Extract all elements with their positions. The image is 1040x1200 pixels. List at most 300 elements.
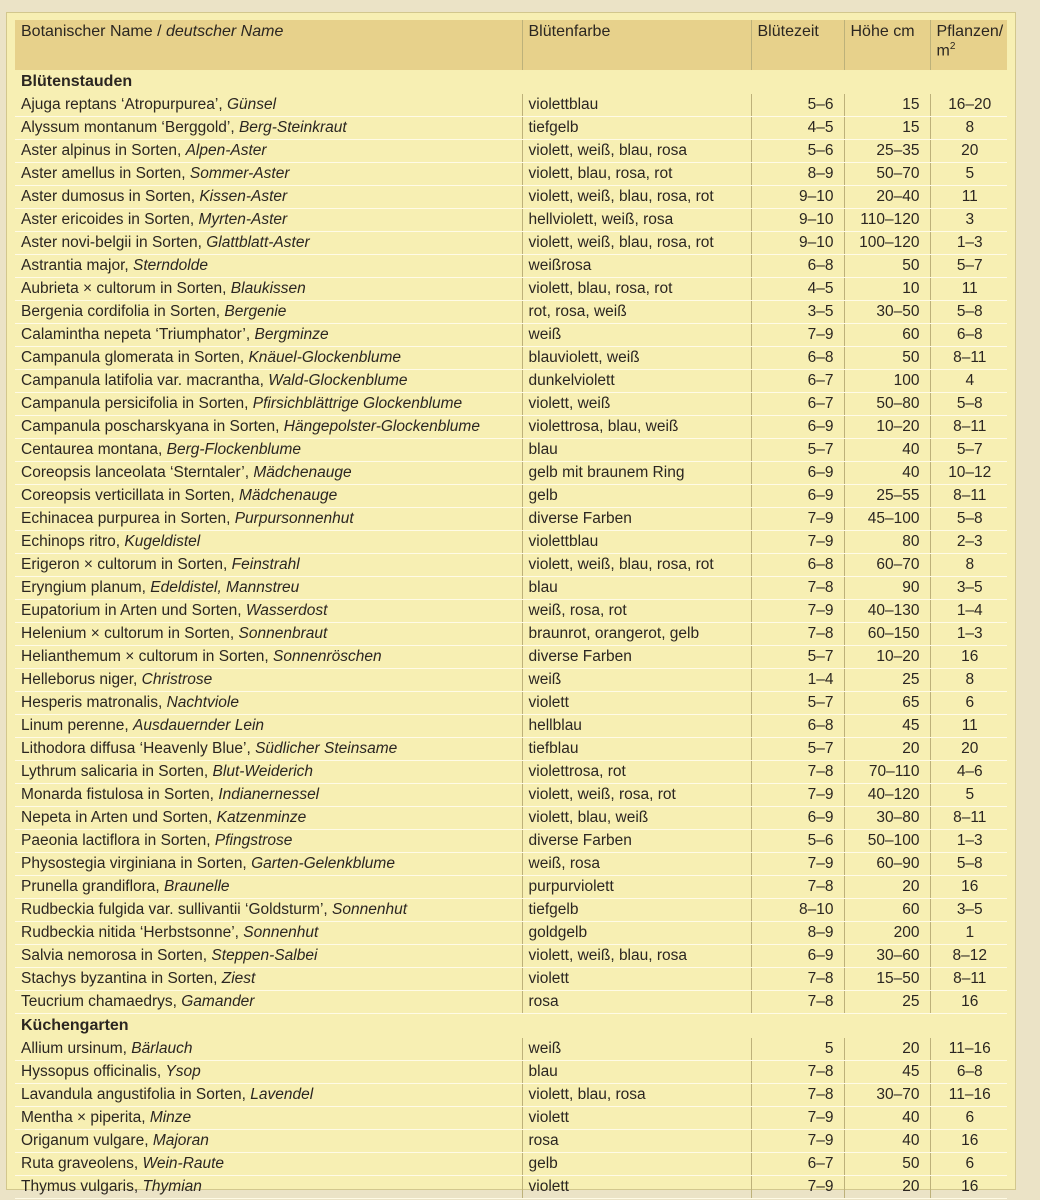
cell-bloom-time: 6–8 [751,715,844,738]
german-name: Lavendel [250,1086,314,1103]
cell-bloom-time: 5–7 [751,646,844,669]
cell-height: 90 [844,577,930,600]
botanical-name: Aster amellus in Sorten, [21,165,186,182]
cell-color: violett, weiß, rosa, rot [522,784,751,807]
cell-name [15,945,522,968]
german-name: Wein-Raute [142,1155,225,1172]
german-name: Sonnenhut [243,924,319,941]
header-color: Blütenfarbe [522,20,751,70]
cell-bloom-time: 5 [751,1038,844,1061]
table-row [15,209,1007,232]
cell-name [15,1153,522,1176]
cell-height: 40 [844,439,930,462]
cell-name [15,830,522,853]
cell-color: violett, weiß, blau, rosa [522,945,751,968]
cell-name [15,669,522,692]
cell-color: braunrot, orangerot, gelb [522,623,751,646]
cell-plants-per-m2: 1–3 [930,830,1007,853]
cell-height: 80 [844,531,930,554]
german-name: Braunelle [164,878,230,895]
table-row [15,807,1007,830]
table-row [15,163,1007,186]
header-name-botanical: Botanischer Name / [21,23,162,40]
table-row [15,347,1007,370]
cell-height: 200 [844,922,930,945]
cell-color: violettrosa, blau, weiß [522,416,751,439]
botanical-name: Aster dumosus in Sorten, [21,188,196,205]
cell-color: blau [522,577,751,600]
table-body [15,70,1007,1199]
cell-name [15,554,522,577]
german-name: Bergenie [224,303,287,320]
cell-color: gelb [522,1153,751,1176]
table-row [15,945,1007,968]
table-row [15,669,1007,692]
cell-plants-per-m2: 11 [930,278,1007,301]
botanical-name: Centaurea montana, [21,441,163,458]
cell-name [15,462,522,485]
table-row [15,508,1007,531]
german-name: Günsel [226,96,277,113]
cell-color: violett, blau, rosa, rot [522,278,751,301]
botanical-name: Campanula glomerata in Sorten, [21,349,245,366]
german-name: Wasserdost [245,602,328,619]
table-row [15,1038,1007,1061]
botanical-name: Origanum vulgare, [21,1132,149,1149]
cell-color: violettblau [522,531,751,554]
cell-name [15,784,522,807]
table-row [15,186,1007,209]
botanical-name: Astrantia major, [21,257,129,274]
cell-height: 40–120 [844,784,930,807]
cell-bloom-time: 6–9 [751,807,844,830]
cell-color: rot, rosa, weiß [522,301,751,324]
cell-height: 65 [844,692,930,715]
cell-color: weiß [522,669,751,692]
table-row [15,1176,1007,1199]
botanical-name: Campanula poscharskyana in Sorten, [21,418,280,435]
cell-name [15,439,522,462]
table-row [15,232,1007,255]
cell-bloom-time: 3–5 [751,301,844,324]
cell-plants-per-m2: 16 [930,1130,1007,1153]
table-row [15,968,1007,991]
cell-name [15,1176,522,1199]
cell-bloom-time: 4–5 [751,278,844,301]
botanical-name: Alyssum montanum ‘Berggold’, [21,119,235,136]
table-row [15,462,1007,485]
cell-height: 10 [844,278,930,301]
table-row [15,623,1007,646]
table-row [15,1153,1007,1176]
cell-name [15,623,522,646]
cell-plants-per-m2: 11–16 [930,1038,1007,1061]
cell-bloom-time: 7–9 [751,324,844,347]
cell-height: 60–70 [844,554,930,577]
cell-bloom-time: 5–6 [751,830,844,853]
cell-height: 50–70 [844,163,930,186]
table-row [15,991,1007,1014]
cell-color: gelb [522,485,751,508]
header-time: Blütezeit [751,20,844,70]
cell-plants-per-m2: 20 [930,140,1007,163]
cell-plants-per-m2: 5–7 [930,439,1007,462]
cell-plants-per-m2: 6 [930,1153,1007,1176]
cell-plants-per-m2: 6 [930,692,1007,715]
header-plants-unit-sup: 2 [949,41,956,53]
cell-bloom-time: 6–9 [751,416,844,439]
cell-color: violett, weiß [522,393,751,416]
table-row [15,1130,1007,1153]
cell-bloom-time: 7–8 [751,991,844,1014]
cell-height: 50 [844,255,930,278]
botanical-name: Helenium × cultorum in Sorten, [21,625,235,642]
botanical-name: Coreopsis lanceolata ‘Sterntaler’, [21,464,250,481]
cell-height: 45–100 [844,508,930,531]
cell-name [15,600,522,623]
cell-height: 10–20 [844,416,930,439]
german-name: Alpen-Aster [185,142,267,159]
botanical-name: Ruta graveolens, [21,1155,139,1172]
table-row [15,899,1007,922]
cell-bloom-time: 7–8 [751,577,844,600]
german-name: Kugeldistel [124,533,201,550]
cell-plants-per-m2: 2–3 [930,531,1007,554]
cell-color: violett, weiß, blau, rosa, rot [522,554,751,577]
botanical-name: Campanula persicifolia in Sorten, [21,395,249,412]
cell-color: violett [522,968,751,991]
table-row [15,830,1007,853]
cell-plants-per-m2: 1–4 [930,600,1007,623]
botanical-name: Rudbeckia nitida ‘Herbstsonne’, [21,924,239,941]
botanical-name: Hesperis matronalis, [21,694,163,711]
cell-name [15,255,522,278]
cell-plants-per-m2: 3–5 [930,899,1007,922]
cell-color: weiß, rosa, rot [522,600,751,623]
german-name: Indianernessel [218,786,320,803]
botanical-name: Aster novi-belgii in Sorten, [21,234,202,251]
cell-name [15,577,522,600]
cell-name [15,485,522,508]
german-name: Ziest [221,970,256,987]
cell-height: 60–150 [844,623,930,646]
cell-color: weiß, rosa [522,853,751,876]
cell-name [15,278,522,301]
german-name: Sonnenröschen [273,648,382,665]
cell-plants-per-m2: 8 [930,554,1007,577]
table-row [15,485,1007,508]
cell-plants-per-m2: 3–5 [930,577,1007,600]
cell-bloom-time: 9–10 [751,232,844,255]
cell-color: tiefgelb [522,899,751,922]
plant-table [15,20,1007,1199]
botanical-name: Mentha × piperita, [21,1109,146,1126]
german-name: Sommer-Aster [189,165,290,182]
german-name: Wald-Glockenblume [268,372,408,389]
cell-color: blauviolett, weiß [522,347,751,370]
table-row [15,370,1007,393]
german-name: Pfingstrose [214,832,293,849]
german-name: Majoran [152,1132,209,1149]
cell-height: 15–50 [844,968,930,991]
cell-height: 40 [844,1130,930,1153]
botanical-name: Eupatorium in Arten und Sorten, [21,602,242,619]
cell-name [15,209,522,232]
table-row [15,922,1007,945]
cell-color: diverse Farben [522,830,751,853]
cell-bloom-time: 6–9 [751,462,844,485]
cell-name [15,922,522,945]
cell-color: diverse Farben [522,508,751,531]
cell-plants-per-m2: 16 [930,876,1007,899]
cell-color: goldgelb [522,922,751,945]
cell-color: dunkelviolett [522,370,751,393]
german-name: Purpursonnenhut [234,510,354,527]
botanical-name: Allium ursinum, [21,1040,127,1057]
botanical-name: Lythrum salicaria in Sorten, [21,763,209,780]
cell-height: 50 [844,347,930,370]
cell-name [15,508,522,531]
botanical-name: Calamintha nepeta ‘Triumphator’, [21,326,251,343]
cell-color: weißrosa [522,255,751,278]
cell-color: violettrosa, rot [522,761,751,784]
table-row [15,117,1007,140]
cell-color: diverse Farben [522,646,751,669]
cell-plants-per-m2: 11 [930,715,1007,738]
cell-height: 45 [844,715,930,738]
botanical-name: Erigeron × cultorum in Sorten, [21,556,228,573]
cell-color: blau [522,439,751,462]
cell-color: tiefgelb [522,117,751,140]
cell-name [15,393,522,416]
cell-height: 60 [844,324,930,347]
cell-plants-per-m2: 4–6 [930,761,1007,784]
section-title: Blütenstauden [21,73,133,90]
cell-name [15,853,522,876]
table-row [15,853,1007,876]
german-name: Christrose [141,671,213,688]
cell-plants-per-m2: 5–8 [930,508,1007,531]
botanical-name: Thymus vulgaris, [21,1178,139,1195]
cell-name [15,416,522,439]
cell-plants-per-m2: 8–11 [930,485,1007,508]
german-name: Südlicher Steinsame [255,740,398,757]
table-row [15,1084,1007,1107]
cell-bloom-time: 5–7 [751,439,844,462]
cell-color: violett, weiß, blau, rosa, rot [522,232,751,255]
cell-height: 30–60 [844,945,930,968]
cell-name [15,807,522,830]
cell-plants-per-m2: 6–8 [930,324,1007,347]
cell-name [15,301,522,324]
cell-height: 100 [844,370,930,393]
cell-plants-per-m2: 8–11 [930,968,1007,991]
cell-height: 10–20 [844,646,930,669]
cell-bloom-time: 7–9 [751,1130,844,1153]
cell-color: violettblau [522,94,751,117]
cell-plants-per-m2: 10–12 [930,462,1007,485]
cell-plants-per-m2: 1–3 [930,623,1007,646]
botanical-name: Aster alpinus in Sorten, [21,142,182,159]
header-row [15,20,1007,70]
header-plants [930,20,1007,70]
cell-plants-per-m2: 3 [930,209,1007,232]
cell-height: 50 [844,1153,930,1176]
botanical-name: Echinacea purpurea in Sorten, [21,510,231,527]
german-name: Bärlauch [131,1040,193,1057]
botanical-name: Aster ericoides in Sorten, [21,211,195,228]
cell-name [15,715,522,738]
cell-bloom-time: 7–9 [751,600,844,623]
cell-bloom-time: 4–5 [751,117,844,140]
german-name: Mädchenauge [238,487,338,504]
cell-color: violett, blau, rosa [522,1084,751,1107]
cell-height: 30–80 [844,807,930,830]
cell-name [15,1130,522,1153]
cell-name [15,991,522,1014]
german-name: Berg-Flockenblume [166,441,302,458]
german-name: Myrten-Aster [198,211,288,228]
cell-name [15,738,522,761]
cell-color: rosa [522,991,751,1014]
cell-plants-per-m2: 6–8 [930,1061,1007,1084]
cell-height: 25–55 [844,485,930,508]
cell-color: violett [522,1107,751,1130]
cell-plants-per-m2: 11 [930,186,1007,209]
cell-name [15,370,522,393]
table-row [15,278,1007,301]
german-name: Edeldistel, Mannstreu [150,579,300,596]
cell-bloom-time: 7–8 [751,1061,844,1084]
cell-plants-per-m2: 16 [930,991,1007,1014]
cell-plants-per-m2: 1 [930,922,1007,945]
table-row [15,715,1007,738]
cell-bloom-time: 7–8 [751,761,844,784]
cell-bloom-time: 9–10 [751,186,844,209]
cell-name [15,163,522,186]
german-name: Pfirsichblättrige Glockenblume [252,395,463,412]
table-row [15,692,1007,715]
cell-name [15,531,522,554]
cell-name [15,899,522,922]
german-name: Hängepolster-Glockenblume [283,418,480,435]
cell-bloom-time: 6–7 [751,370,844,393]
cell-bloom-time: 6–9 [751,485,844,508]
table-row [15,140,1007,163]
cell-plants-per-m2: 16 [930,646,1007,669]
cell-color: violett, blau, weiß [522,807,751,830]
cell-name [15,876,522,899]
botanical-name: Helleborus niger, [21,671,138,688]
cell-plants-per-m2: 5 [930,163,1007,186]
cell-name [15,117,522,140]
cell-bloom-time: 5–7 [751,738,844,761]
cell-color: hellviolett, weiß, rosa [522,209,751,232]
cell-height: 50–100 [844,830,930,853]
cell-bloom-time: 6–7 [751,1153,844,1176]
table-header [15,20,1007,70]
cell-height: 70–110 [844,761,930,784]
german-name: Thymian [142,1178,202,1195]
cell-color: purpurviolett [522,876,751,899]
table-row [15,416,1007,439]
cell-color: blau [522,1061,751,1084]
cell-name [15,646,522,669]
botanical-name: Hyssopus officinalis, [21,1063,162,1080]
cell-color: hellblau [522,715,751,738]
german-name: Knäuel-Glockenblume [248,349,401,366]
cell-name [15,347,522,370]
cell-name [15,232,522,255]
german-name: Berg-Steinkraut [238,119,347,136]
cell-plants-per-m2: 16 [930,1176,1007,1199]
header-plants-label: Pflanzen/ [936,23,1004,40]
german-name: Blut-Weiderich [212,763,314,780]
cell-name [15,140,522,163]
section-title: Küchengarten [21,1017,129,1034]
cell-plants-per-m2: 5–7 [930,255,1007,278]
german-name: Sonnenbraut [238,625,328,642]
cell-color: weiß [522,1038,751,1061]
cell-color: tiefblau [522,738,751,761]
cell-height: 60 [844,899,930,922]
cell-name [15,1038,522,1061]
cell-plants-per-m2: 20 [930,738,1007,761]
botanical-name: Aubrieta × cultorum in Sorten, [21,280,227,297]
cell-plants-per-m2: 8–12 [930,945,1007,968]
botanical-name: Teucrium chamaedrys, [21,993,177,1010]
cell-plants-per-m2: 8 [930,117,1007,140]
cell-bloom-time: 7–8 [751,623,844,646]
header-plants-unit: m [936,42,950,60]
cell-plants-per-m2: 6 [930,1107,1007,1130]
cell-height: 30–70 [844,1084,930,1107]
german-name: Sterndolde [133,257,208,274]
table-row [15,255,1007,278]
header-name-german: deutscher Name [165,23,284,40]
table-row [15,577,1007,600]
botanical-name: Helianthemum × cultorum in Sorten, [21,648,269,665]
cell-bloom-time: 9–10 [751,209,844,232]
botanical-name: Lavandula angustifolia in Sorten, [21,1086,246,1103]
german-name: Feinstrahl [231,556,300,573]
cell-height: 15 [844,117,930,140]
cell-height: 25 [844,669,930,692]
botanical-name: Bergenia cordifolia in Sorten, [21,303,221,320]
table-row [15,554,1007,577]
table-row [15,600,1007,623]
german-name: Katzenminze [216,809,307,826]
german-name: Blaukissen [230,280,306,297]
cell-name [15,94,522,117]
cell-bloom-time: 6–8 [751,347,844,370]
cell-plants-per-m2: 8–11 [930,416,1007,439]
table-row [15,1061,1007,1084]
table-row [15,531,1007,554]
cell-plants-per-m2: 5 [930,784,1007,807]
cell-bloom-time: 7–9 [751,508,844,531]
table-row [15,393,1007,416]
cell-color: violett [522,692,751,715]
german-name: Mädchenauge [253,464,352,481]
cell-color: violett, blau, rosa, rot [522,163,751,186]
cell-height: 15 [844,94,930,117]
cell-plants-per-m2: 5–8 [930,853,1007,876]
cell-height: 100–120 [844,232,930,255]
cell-bloom-time: 7–9 [751,1176,844,1199]
botanical-name: Campanula latifolia var. macrantha, [21,372,264,389]
section-row [15,1014,1007,1039]
